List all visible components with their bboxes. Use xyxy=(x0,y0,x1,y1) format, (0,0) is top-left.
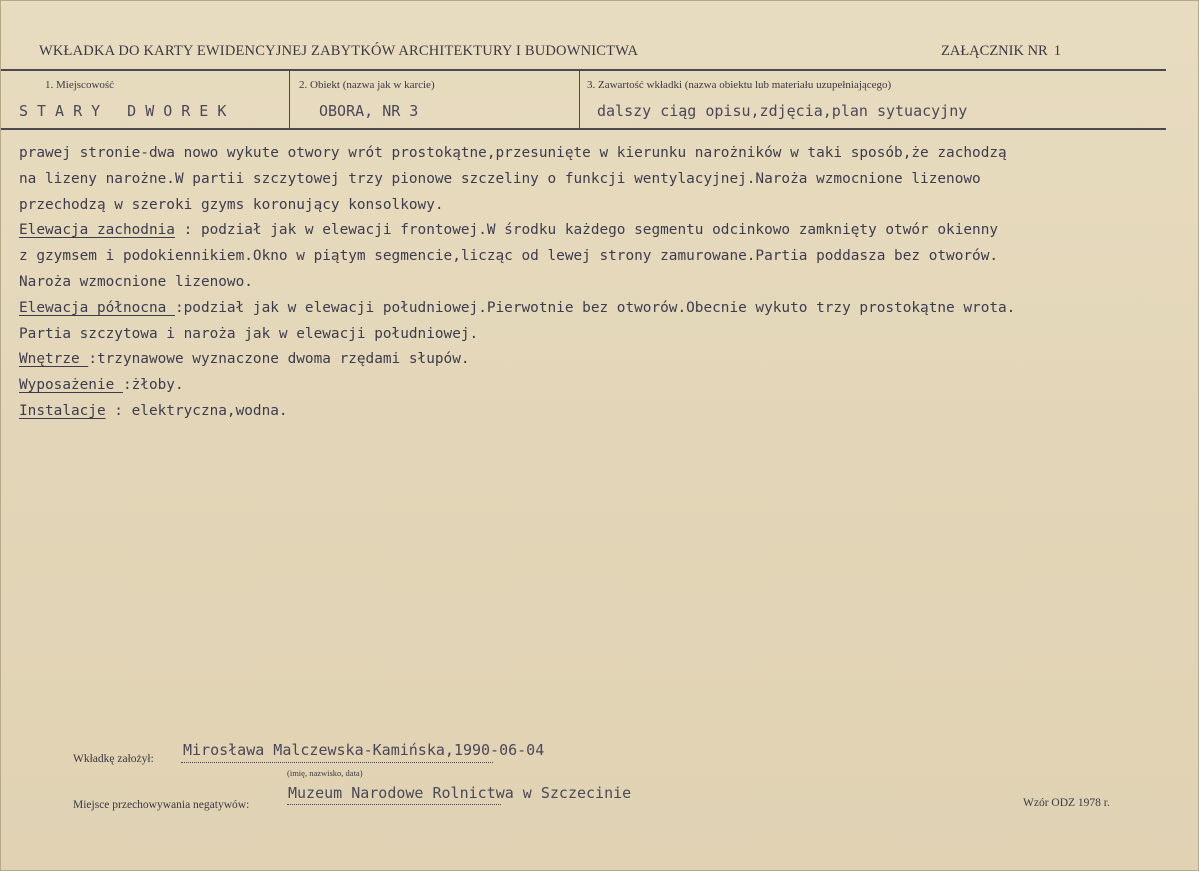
elewacja-zachodnia-text: : podział jak w elewacji frontowej.W środku każdego segmentu odcinkowo zamknięty otwór okienny xyxy=(174,222,999,239)
form-template-note: Wzór ODZ 1978 r. xyxy=(1023,797,1110,809)
instalacje-text: : elektryczna,wodna. xyxy=(105,402,288,419)
description-line: Partia szczytowa i naroża jak w elewacji południowej. xyxy=(19,325,479,342)
header-rule-bottom xyxy=(1,128,1166,130)
elewacja-zachodnia-paragraph xyxy=(19,218,1199,244)
description-text xyxy=(19,141,1199,425)
wyposazenie-paragraph xyxy=(19,373,1199,399)
annex-label-text: ZAŁĄCZNIK NR xyxy=(941,43,1048,59)
instalacje-paragraph xyxy=(19,399,1199,425)
instalacje-heading: Instalacje xyxy=(19,402,106,419)
miejsce-value: Muzeum Narodowe Rolnictwa w Szczecinie xyxy=(288,784,632,802)
zawartosc-label: 3. Zawartość wkładki (nazwa obiektu lub materiału uzupełniającego) xyxy=(587,79,892,91)
elewacja-zachodnia-heading: Elewacja zachodnia xyxy=(19,222,175,239)
form-title: WKŁADKA DO KARTY EWIDENCYJNEJ ZABYTKÓW ARCHITEKTURY I BUDOWNICTWA xyxy=(39,43,639,59)
miejscowosc-value: STARY DWOREK xyxy=(19,102,236,120)
zalozyl-value: Mirosława Malczewska-Kamińska,1990-06-04 xyxy=(183,741,545,759)
miejsce-label: Miejsce przechowywania negatywów: xyxy=(73,799,250,811)
annex-number: 1 xyxy=(1053,43,1061,59)
wnetrze-heading: Wnętrze xyxy=(19,351,89,368)
annex-label xyxy=(941,43,1061,60)
zawartosc-value: dalszy ciąg opisu,zdjęcia,plan sytuacyjny xyxy=(597,102,968,120)
obiekt-label: 2. Obiekt (nazwa jak w karcie) xyxy=(299,79,435,91)
wnetrze-paragraph xyxy=(19,347,1199,373)
miejsce-dotted-line xyxy=(287,804,501,805)
zalozyl-label: Wkładkę założył: xyxy=(73,753,154,765)
zalozyl-hint: (imię, nazwisko, data) xyxy=(287,768,363,778)
description-line: prawej stronie-dwa nowo wykute otwory wrót prostokątne,przesunięte w kierunku narożników w taki sposób,że zachodzą xyxy=(19,145,1007,161)
miejscowosc-label: 1. Miejscowość xyxy=(45,79,115,91)
wnetrze-text: :trzynawowe wyznaczone dwoma rzędami słupów. xyxy=(88,351,470,368)
description-line: przechodzą w szeroki gzyms koronujący konsolkowy. xyxy=(19,196,444,213)
description-line: na lizeny narożne.W partii szczytowej trzy pionowe szczeliny o funkcji wentylacyjnej.Naroża wzmocnione lizenowo xyxy=(19,170,981,187)
description-line: z gzymsem i podokiennikiem.Okno w piątym segmencie,licząc od lewej strony zamurowane.Partia poddasza bez otworów. xyxy=(19,248,999,265)
elewacja-polnocna-paragraph xyxy=(19,296,1199,322)
elewacja-polnocna-text: :podział jak w elewacji południowej.Pierwotnie bez otworów.Obecnie wykuto trzy prostokątne wrota. xyxy=(174,299,1016,316)
obiekt-value: OBORA, NR 3 xyxy=(319,102,419,120)
field-divider-1 xyxy=(289,71,290,128)
wyposazenie-heading: Wyposażenie xyxy=(19,377,123,394)
wyposazenie-text: :żłoby. xyxy=(122,377,184,394)
field-divider-2 xyxy=(579,71,580,128)
header-rule-top xyxy=(1,69,1166,71)
zalozyl-dotted-line xyxy=(181,762,493,763)
elewacja-polnocna-heading: Elewacja północna xyxy=(19,299,175,316)
description-line: Naroża wzmocnione lizenowo. xyxy=(19,273,253,290)
